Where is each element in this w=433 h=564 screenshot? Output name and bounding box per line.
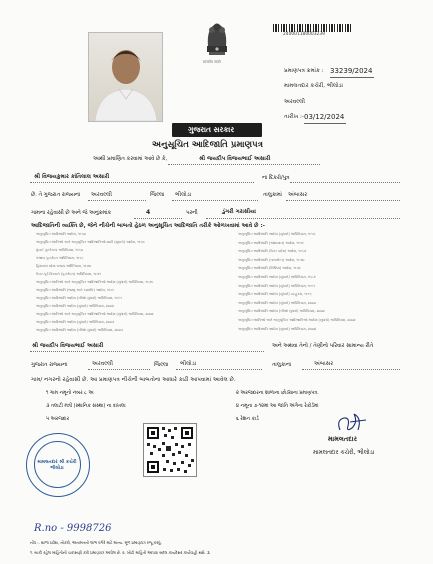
order-item: અનુસૂચિત આદિજાતિ (સિક્કિમ) આદેશ, ૧૯૭૮ [238,266,302,271]
state-label-2: ગુજરાત રાજ્યના [31,362,68,368]
emblem-caption: सत्यमेव जयते [203,60,221,64]
barcode [273,24,351,32]
village-2: અંબાસર [314,361,334,367]
orders-left [36,233,221,337]
order-item: મુંબઈ પુનર્રચના અધિનિયમ, ૧૯૬૦ [36,248,84,252]
state-label: છે. તે ગુજરાત રાજ્યના [31,192,81,198]
sub-label-2: તાલુકાના [272,362,292,368]
section2-name: શ્રી જયદીપ વિજયભાઈ અસારી [32,343,104,349]
office-stamp [26,433,90,497]
order-item: અનુસૂચિત આદિજાતિ (જમ્મુ અને કાશ્મીર) આદેશ, ૧૯૮૯ [36,288,115,292]
office-line1: મામલતદાર કચેરી, ભીલોડા [284,83,343,89]
basis-item: ૬ રેશન કાર્ડ [236,417,259,422]
line1-prefix: આથી પ્રમાણિત કરવામાં આવે છે કે, [93,156,168,162]
order-item: અનુસૂચિત આદિજાતિ (આંદામાન) આદેશ, ૧૯૫૯ [238,240,305,245]
residence-line: ગામ/ નગરનો રહેવાસી છે. આ પ્રમાણપત્ર નીચેની બાબતોના આધારે કાઢી આપવામાં આવેલ છે. [31,377,236,383]
handwritten-reg-no: R.no - 9998726 [34,523,112,534]
basis-item: ૨ અરજદારના શાળાના છોડ્યાના પ્રમાણપત્ર. [236,391,319,396]
basis-item: ૪ નમૂના ૭-૧૨માં આ જાતિ અંગેના રેકોર્ડમાં [236,404,319,409]
order-item: અનુસૂચિત આદિજાતિ આદેશ (બીજો સુધારો) અધિનિયમ, ૧૯૯૧ [36,296,122,300]
gov-title: ગુજરાત સરકાર [188,125,235,134]
date-value: 03/12/2024 [304,113,345,121]
parent-name: શ્રી વિજયકુમાર કાંતિલાલ અસારી [34,174,110,180]
order-item: અનુસૂચિત આદિજાતિ આદેશ (સુધારો) અધિનિયમ, ૨૦૦૩ [36,320,115,324]
basis-item: ૫ અરજદાર [46,417,70,422]
order-item: અનુસૂચિત જાતિઓ અને અનુસૂચિત આદિજાતિઓ આદેશ (સુધારો) અધિનિયમ, ૨૦૦૨ [238,317,356,322]
barcode-text: 240001180003239 [283,32,325,37]
taluka: ભીલોડા [175,192,192,198]
stamp-text: મામલતદાર શ્રી કચેરી ભીલોડા [37,460,77,471]
cert-no-label: પ્રમાણપત્ર ક્રમાંક : [284,68,324,74]
emblem [198,16,236,68]
serial-no: 4 [146,209,151,216]
sub-label: તાલુકામાં [263,192,282,198]
village-line-prefix: ગામના રહેવાસી છે અને જે અનુક્રમાંક [31,210,112,216]
office-line2: અરવલ્લી [284,99,306,105]
qr-code-icon [144,424,196,476]
order-item: અનુસૂચિત જાતિઓ અને અનુસૂચિત આદિજાતિઓ યાદી (સુધારો) આદેશ, ૧૯૫૬ [36,240,145,244]
district: અરવલ્લી [91,192,113,198]
orders-right [238,233,408,336]
date-label: તારીખ :- [284,114,304,120]
order-item: અનુસૂચિત આદિજાતિ આદેશ (બીજો સુધારો) અધિનિયમ, ૨૦૦૩ [36,328,123,332]
order-item: ઉત્તર-પૂર્વ વિસ્તારો (પુનર્ગઠન) અધિનિયમ, ૧૯૭૧ [36,272,101,276]
order-item: પંજાબ પુનર્ગઠન અધિનિયમ, ૧૯૬૬ [36,256,84,260]
verification-qr [143,423,197,477]
signature-title: મામલતદાર [328,435,357,443]
signature-office: મામલતદાર કચેરી, ભીલોડા [313,450,375,456]
basis-item: ૧ ગામ નમૂનો નંબર ૮ અ [46,391,94,396]
family-line: અને અથવા તેનો / તેણીનો પરિવાર સામાન્ય રીતે [272,343,374,349]
order-item: અનુસૂચિત આદિજાતિ આદેશ, ૧૯૫૦ [36,232,86,236]
cert-title: અનુસૂચિત આદિજાતિ પ્રમાણપત્ર [152,140,263,150]
footer-note1: નોંધ :- શાળા પ્રવેશ, નોકરી, અનામતનો લાભ વગેરે માટે માન્ય. મૂળ પ્રમાણપત્ર રજૂ કરવું. [30,540,162,545]
basis-item: ૩ તલાટી મંત્રી (સ્થાનિક સંસ્થા) ના દાખલા [46,404,126,409]
order-item: અનુસૂચિત આદિજાતિ (ઉત્તર પ્રદેશ) આદેશ, ૧૯૬૭ [238,249,307,254]
footer-note2: ૧. બાકી રહેલ માહિતીની ચકાસણી કરી પ્રમાણપત્ર આપેલ છે. ૨. ખોટી માહિતી આપવા બદલ કાયદેસર કાર્યવાહી થશે. ૩. [30,550,211,555]
district-2: અરવલ્લી [92,361,114,367]
order-item: અનુસૂચિત આદિજાતિ આદેશ (સુધારો) અધિનિયમ, ૧૯૯૧ [238,283,316,288]
order-item: હિમાચલ પ્રદેશ રાજ્ય અધિનિયમ, ૧૯૭૦ [36,264,92,268]
relation: ના દિકરો/પુત્ર [262,175,290,181]
order-item: અનુસૂચિત જાતિઓ અને અનુસૂચિત આદિજાતિઓ આદેશ (સુધારો) અધિનિયમ, ૨૦૦૨ [36,312,154,316]
signature-mark [332,408,372,436]
applicant-name: શ્રી જયદીપ વિજયભાઈ અસારી [199,156,271,162]
order-item: અનુસૂચિત આદિજાતિ આદેશ (સુધારો) અધિનિયમ, ૧૯૫૬ [238,232,316,236]
taluka-label: જિલ્લા [150,192,165,198]
order-item: અનુસૂચિત જાતિઓ અને અનુસૂચિત આદિજાતિઓ આદેશ (સુધારો) અધિનિયમ, ૧૯૭૬ [36,280,154,284]
taluka-2: ભીલોડા [180,361,197,367]
cert-no: 33239/2024 [330,67,373,75]
order-item: અનુસૂચિત આદિજાતિ આદેશ (સુધારો) અધિનિયમ, ૧૯૮૭ [238,274,316,279]
applicant-photo [88,32,163,122]
order-item: અનુસૂચિત આદિજાતિ આદેશ (સુધારો) અધિનિયમ, ૨૦૦૪ [238,326,316,331]
village: અંબાસર [288,192,308,198]
order-item: અનુસૂચિત આદિજાતિ આદેશ (બીજો સુધારો) અધિનિયમ, ૨૦૦૨ [238,309,325,314]
notified-line: આદિજાતિની વ્યક્તિ છે, જેને નીચેની બાબતો હેઠળ અનુસૂચિત આદિજાતિ તરીકે ઓળખવામાં આવે છે :- [31,223,266,229]
order-item: અનુસૂચિત આદિજાતિ (નાગાલેન્ડ) આદેશ, ૧૯૭૦ [238,257,305,262]
order-item: અનુસૂચિત આદિજાતિ આદેશ (સુધારો) અધિનિયમ, ૨૦૦૦ [238,300,316,305]
ashoka-emblem-icon [198,16,236,60]
order-item: અનુસૂચિત આદિજાતિ આદેશ (સુધારો) અધિનિયમ, ૨૦૦૨ [36,304,114,308]
order-item: અનુસૂચિત આદિજાતિ આદેશ (સુધારો) વટહુકમ, ૧૯૯૬ [238,292,312,297]
serial-suffix: પરની [186,210,198,216]
tribe: ડુંગરી ગરાસીયા [222,209,257,215]
person-photo-icon [89,33,162,121]
taluka-label-2: જિલ્લા [154,362,169,368]
